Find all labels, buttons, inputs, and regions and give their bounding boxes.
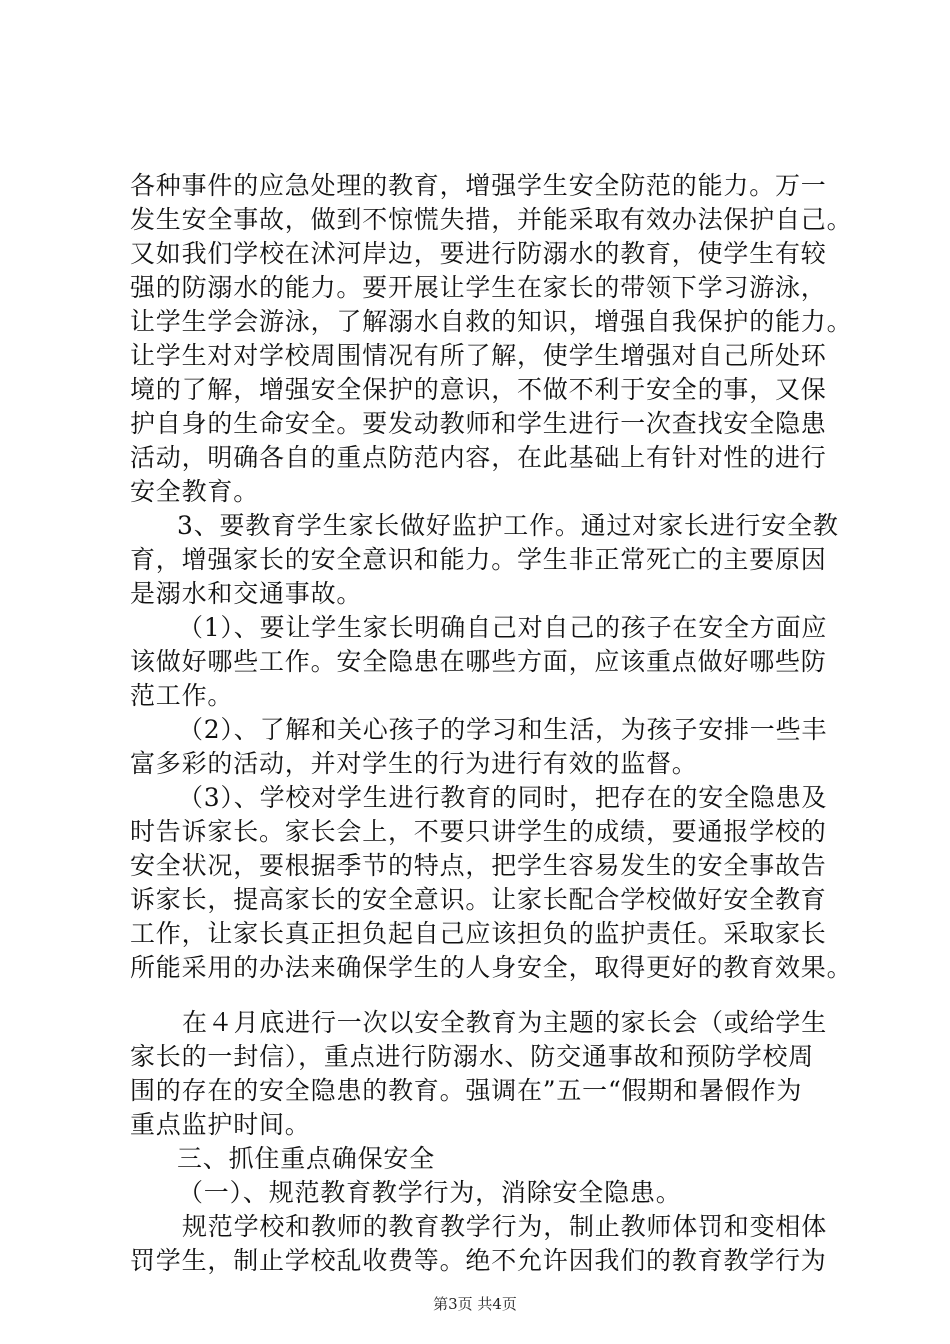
text-line: 让学生对对学校周围情况有所了解，使学生增强对自己所处环	[130, 341, 827, 370]
text-line: 诉家长，提高家长的安全意识。让家长配合学校做好安全教育	[130, 885, 827, 914]
text-line: 在４月底进行一次以安全教育为主题的家长会（或给学生	[182, 1008, 828, 1037]
text-line: 是溺水和交通事故。	[130, 579, 363, 608]
text-line: 罚学生，制止学校乱收费等。绝不允许因我们的教育教学行为	[130, 1246, 827, 1275]
text-line: （2）、了解和关心孩子的学习和生活，为孩子安排一些丰	[178, 715, 828, 744]
text-line: 时告诉家长。家长会上，不要只讲学生的成绩，要通报学校的	[130, 817, 827, 846]
text-line: 让学生学会游泳，了解溺水自救的知识，增强自我保护的能力。	[130, 307, 853, 336]
text-line: 育，增强家长的安全意识和能力。学生非正常死亡的主要原因	[130, 545, 827, 574]
text-line: 安全教育。	[130, 477, 260, 506]
text-line: 活动，明确各自的重点防范内容，在此基础上有针对性的进行	[130, 443, 827, 472]
text-line: （3）、学校对学生进行教育的同时，把存在的安全隐患及	[178, 783, 828, 812]
text-line: 富多彩的活动，并对学生的行为进行有效的监督。	[130, 749, 698, 778]
text-line: 强的防溺水的能力。要开展让学生在家长的带领下学习游泳，	[130, 273, 827, 302]
text-line: 3、要教育学生家长做好监护工作。通过对家长进行安全教	[177, 511, 839, 540]
text-line: 该做好哪些工作。安全隐患在哪些方面，应该重点做好哪些防	[130, 647, 827, 676]
text-line: 又如我们学校在沭河岸边，要进行防溺水的教育，使学生有较	[130, 239, 827, 268]
text-line: 护自身的生命安全。要发动教师和学生进行一次查找安全隐患	[130, 409, 827, 438]
text-line: 家长的一封信），重点进行防溺水、防交通事故和预防学校周	[130, 1042, 815, 1071]
text-line: 发生安全事故，做到不惊慌失措，并能采取有效办法保护自己。	[130, 205, 853, 234]
text-line: 安全状况，要根据季节的特点，把学生容易发生的安全事故告	[130, 851, 827, 880]
subsection-heading: （一）、规范教育教学行为，消除安全隐患。	[178, 1178, 682, 1207]
text-line: 范工作。	[130, 681, 234, 710]
text-line: 境的了解，增强安全保护的意识，不做不利于安全的事，又保	[130, 375, 827, 404]
text-line: 围的存在的安全隐患的教育。强调在”五一“假期和暑假作为	[130, 1076, 803, 1105]
text-line: 各种事件的应急处理的教育，增强学生安全防范的能力。万一	[130, 171, 827, 200]
text-line: 工作，让家长真正担负起自己应该担负的监护责任。采取家长	[130, 919, 827, 948]
text-line: （1）、要让学生家长明确自己对自己的孩子在安全方面应	[178, 613, 828, 642]
section-heading: 三、抓住重点确保安全	[177, 1144, 436, 1173]
page-number-footer: 第3页 共4页	[433, 1295, 517, 1313]
text-line: 所能采用的办法来确保学生的人身安全，取得更好的教育效果。	[130, 953, 853, 982]
text-line: 重点监护时间。	[130, 1110, 311, 1139]
text-line: 规范学校和教师的教育教学行为，制止教师体罚和变相体	[182, 1212, 828, 1241]
